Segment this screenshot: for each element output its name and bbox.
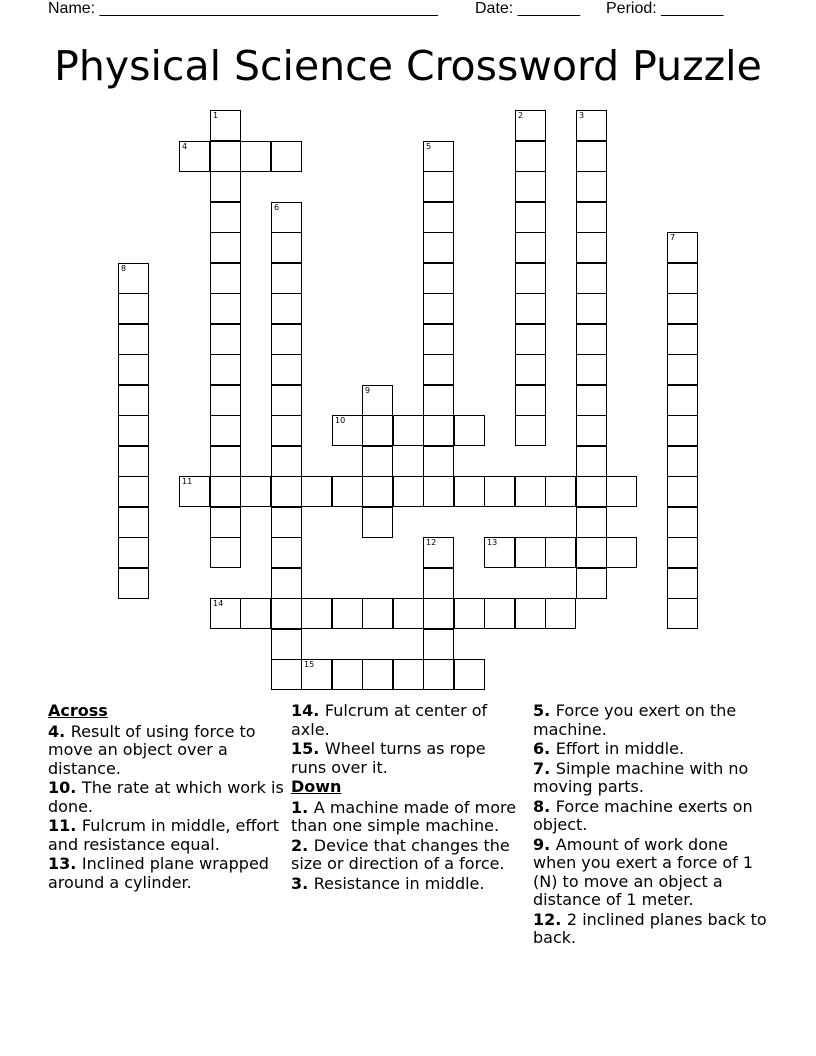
grid-cell[interactable] [332,476,363,507]
clue-item-number: 3. [291,873,314,893]
grid-cell[interactable] [301,476,332,507]
grid-cell[interactable] [576,324,607,355]
clue-item [291,702,521,739]
grid-cell[interactable] [576,446,607,477]
grid-cell[interactable] [210,598,241,629]
grid-cell[interactable] [667,476,698,507]
clue-column-2 [291,702,521,894]
grid-cell[interactable] [576,476,607,507]
grid-cell[interactable] [210,446,241,477]
name-field-label: Name: ______________________________________ [48,0,438,17]
grid-cell[interactable] [210,537,241,568]
grid-cell[interactable] [393,598,424,629]
grid-cell[interactable] [576,263,607,294]
clue-item-text: Simple machine with no moving parts. [533,758,749,796]
clue-number: 15 [304,660,315,669]
grid-cell[interactable] [271,537,302,568]
clue-item-number: 7. [533,758,556,778]
grid-cell[interactable] [271,232,302,263]
grid-cell[interactable] [210,385,241,416]
clue-item-text: Device that changes the size or direction of a force. [291,835,510,873]
grid-cell[interactable] [118,415,149,446]
grid-cell[interactable] [576,385,607,416]
grid-cell[interactable] [210,110,241,141]
clue-item [48,855,288,892]
clue-number: 3 [579,111,585,120]
grid-cell[interactable] [118,537,149,568]
grid-cell[interactable] [576,507,607,538]
grid-cell[interactable] [179,476,210,507]
clue-number: 12 [426,538,437,547]
grid-cell[interactable] [210,415,241,446]
grid-cell[interactable] [423,263,454,294]
grid-cell[interactable] [423,568,454,599]
clue-number: 2 [518,111,524,120]
grid-cell[interactable] [576,568,607,599]
clue-item-number: 11. [48,816,82,835]
grid-cell[interactable] [454,598,485,629]
grid-cell[interactable] [454,476,485,507]
grid-cell[interactable] [362,385,393,416]
clue-item-number: 10. [48,778,82,797]
clue-number: 6 [274,203,280,212]
clue-number: 1 [213,111,219,120]
grid-cell[interactable] [515,263,546,294]
grid-cell[interactable] [423,598,454,629]
grid-cell[interactable] [576,354,607,385]
clue-item-number: 5. [533,701,556,720]
clue-item-text: Force machine exerts on object. [533,796,753,834]
clue-item-text: Amount of work done when you exert a force of 1 (N) to move an object a distance of 1 meter. [533,834,754,909]
grid-cell[interactable] [362,659,393,690]
grid-cell[interactable] [667,324,698,355]
grid-cell[interactable] [118,476,149,507]
grid-cell[interactable] [210,141,241,172]
grid-cell[interactable] [210,232,241,263]
grid-cell[interactable] [576,232,607,263]
date-field-label: Date: _______ [475,0,580,17]
clue-item [291,799,521,836]
clue-item-number: 15. [291,739,325,758]
grid-cell[interactable] [667,507,698,538]
grid-cell[interactable] [515,385,546,416]
grid-cell[interactable] [515,232,546,263]
grid-cell[interactable] [515,324,546,355]
grid-cell[interactable] [271,446,302,477]
grid-cell[interactable] [118,293,149,324]
grid-cell[interactable] [667,263,698,294]
grid-cell[interactable] [271,385,302,416]
grid-cell[interactable] [210,202,241,233]
grid-cell[interactable] [484,537,515,568]
grid-cell[interactable] [484,598,515,629]
clue-item-number: 1. [291,797,314,817]
period-field-label: Period: _______ [606,0,724,17]
grid-cell[interactable] [515,171,546,202]
grid-cell[interactable] [271,293,302,324]
clue-section-heading: Down [291,777,342,796]
clue-item [533,911,768,948]
clue-item-number: 12. [533,909,567,929]
grid-cell[interactable] [423,354,454,385]
grid-cell[interactable] [271,202,302,233]
grid-cell[interactable] [545,476,576,507]
grid-cell[interactable] [118,324,149,355]
grid-cell[interactable] [484,476,515,507]
clue-item [291,875,521,894]
grid-cell[interactable] [454,659,485,690]
grid-cell[interactable] [271,415,302,446]
grid-cell[interactable] [667,232,698,263]
grid-cell[interactable] [423,659,454,690]
page-title: Physical Science Crossword Puzzle [54,42,762,90]
grid-cell[interactable] [667,568,698,599]
clue-number: 13 [487,538,498,547]
clue-item-text: 2 inclined planes back to back. [533,909,767,947]
grid-cell[interactable] [606,476,637,507]
grid-cell[interactable] [210,324,241,355]
clue-number: 11 [182,477,193,486]
clue-number: 5 [426,142,432,151]
grid-cell[interactable] [667,293,698,324]
grid-cell[interactable] [271,354,302,385]
clue-item [48,817,288,854]
grid-cell[interactable] [454,415,485,446]
grid-cell[interactable] [576,415,607,446]
clue-item-number: 13. [48,854,82,873]
clue-item-number: 4. [48,721,71,741]
clue-item [48,723,288,779]
clue-item-text: Resistance in middle. [313,873,485,893]
grid-cell[interactable] [423,446,454,477]
grid-cell[interactable] [301,598,332,629]
grid-cell[interactable] [515,293,546,324]
grid-cell[interactable] [515,354,546,385]
clue-item-text: Inclined plane wrapped around a cylinder. [48,854,269,892]
grid-cell[interactable] [576,110,607,141]
grid-cell[interactable] [179,141,210,172]
grid-cell[interactable] [271,324,302,355]
grid-cell[interactable] [667,415,698,446]
grid-cell[interactable] [423,537,454,568]
grid-cell[interactable] [393,476,424,507]
grid-cell[interactable] [210,293,241,324]
clue-item [533,798,768,835]
grid-cell[interactable] [576,293,607,324]
grid-cell[interactable] [576,537,607,568]
clue-item-text: Result of using force to move an object over a distance. [48,721,256,778]
grid-cell[interactable] [210,171,241,202]
grid-cell[interactable] [576,171,607,202]
clue-number: 8 [121,264,127,273]
grid-cell[interactable] [515,110,546,141]
grid-cell[interactable] [362,446,393,477]
grid-cell[interactable] [667,446,698,477]
grid-cell[interactable] [210,354,241,385]
clue-item [533,740,768,759]
grid-cell[interactable] [362,415,393,446]
grid-cell[interactable] [423,415,454,446]
grid-cell[interactable] [271,476,302,507]
grid-cell[interactable] [515,537,546,568]
clue-item-text: Effort in middle. [555,739,685,758]
grid-cell[interactable] [576,202,607,233]
grid-cell[interactable] [423,385,454,416]
grid-cell[interactable] [118,385,149,416]
grid-cell[interactable] [240,476,271,507]
grid-cell[interactable] [271,507,302,538]
grid-cell[interactable] [210,476,241,507]
grid-cell[interactable] [515,598,546,629]
grid-cell[interactable] [423,171,454,202]
grid-cell[interactable] [362,476,393,507]
grid-cell[interactable] [545,537,576,568]
grid-cell[interactable] [423,629,454,660]
clue-item-number: 2. [291,835,314,855]
grid-cell[interactable] [301,659,332,690]
grid-cell[interactable] [393,659,424,690]
grid-cell[interactable] [667,385,698,416]
grid-cell[interactable] [515,415,546,446]
grid-cell[interactable] [667,537,698,568]
grid-cell[interactable] [210,507,241,538]
clue-item-text: A machine made of more than one simple machine. [291,797,517,835]
grid-cell[interactable] [332,415,363,446]
clue-item-text: The rate at which work is done. [48,778,284,816]
grid-cell[interactable] [667,354,698,385]
clue-item [533,836,768,910]
clue-number: 4 [182,142,188,151]
clue-item-number: 8. [533,796,556,816]
clue-item-number: 9. [533,834,556,854]
grid-cell[interactable] [393,415,424,446]
grid-cell[interactable] [271,263,302,294]
clue-item [48,779,288,816]
grid-cell[interactable] [515,202,546,233]
grid-cell[interactable] [240,141,271,172]
clue-column-1 [48,702,288,893]
clue-item-number: 14. [291,701,325,720]
grid-cell[interactable] [271,629,302,660]
clue-number: 14 [213,599,224,608]
grid-cell[interactable] [423,202,454,233]
grid-cell[interactable] [423,232,454,263]
clue-item [291,837,521,874]
grid-cell[interactable] [332,598,363,629]
grid-cell[interactable] [576,141,607,172]
clue-item-text: Force you exert on the machine. [533,701,737,739]
clue-item [533,760,768,797]
clue-number: 10 [335,416,346,425]
clue-item-text: Fulcrum at center of axle. [291,701,488,739]
grid-cell[interactable] [667,598,698,629]
grid-cell[interactable] [423,324,454,355]
grid-cell[interactable] [118,568,149,599]
grid-cell[interactable] [271,568,302,599]
clue-item-number: 6. [533,739,556,758]
grid-cell[interactable] [423,476,454,507]
grid-cell[interactable] [515,141,546,172]
clue-column-3 [533,702,768,949]
clue-item [533,702,768,739]
grid-cell[interactable] [545,598,576,629]
grid-cell[interactable] [240,598,271,629]
clue-section-heading: Across [48,701,108,720]
grid-cell[interactable] [423,141,454,172]
clue-number: 9 [365,386,371,395]
grid-cell[interactable] [423,293,454,324]
clue-item [291,740,521,777]
grid-cell[interactable] [362,598,393,629]
grid-cell[interactable] [118,354,149,385]
grid-cell[interactable] [118,263,149,294]
grid-cell[interactable] [362,507,393,538]
grid-cell[interactable] [118,446,149,477]
grid-cell[interactable] [271,598,302,629]
grid-cell[interactable] [332,659,363,690]
clue-item-text: Fulcrum in middle, effort and resistance equal. [48,816,280,854]
grid-cell[interactable] [271,141,302,172]
grid-cell[interactable] [210,263,241,294]
grid-cell[interactable] [271,659,302,690]
grid-cell[interactable] [515,476,546,507]
grid-cell[interactable] [606,537,637,568]
clue-number: 7 [670,233,676,242]
clue-item-text: Wheel turns as rope runs over it. [291,739,486,777]
grid-cell[interactable] [118,507,149,538]
